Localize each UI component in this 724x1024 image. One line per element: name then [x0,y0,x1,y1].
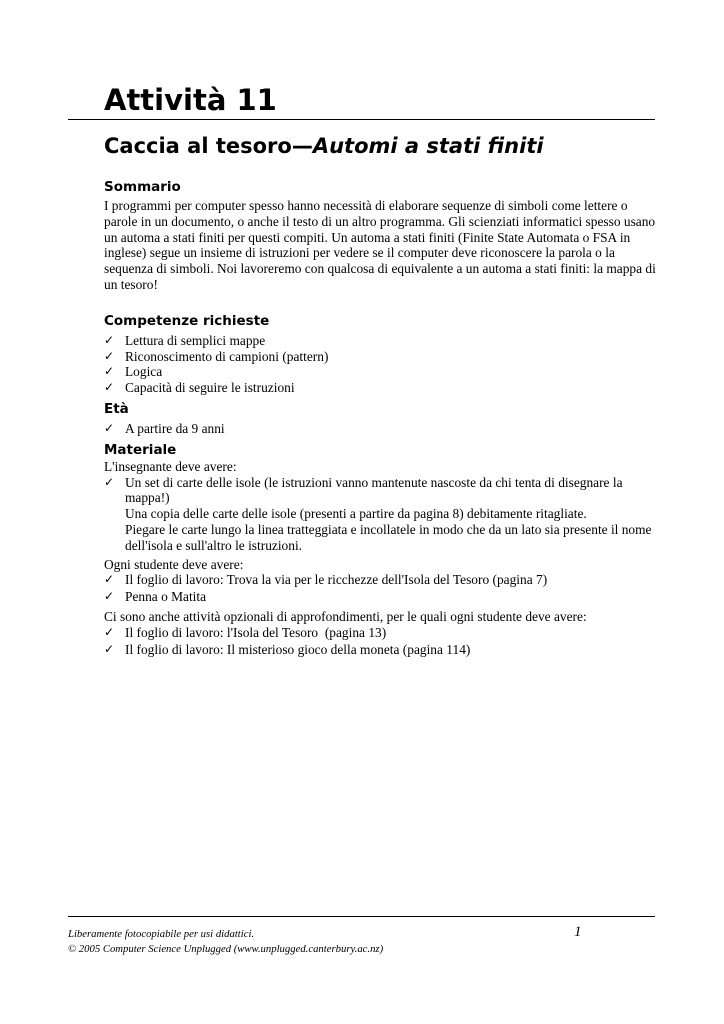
teacher-list [104,475,660,554]
teacher-item-line: dell'isola e sull'altro le istruzioni. [125,537,303,553]
skills-list [104,333,660,396]
list-item [104,475,660,554]
check-icon: ✓ [104,364,115,379]
optional-intro: Ci sono anche attività opzionali di approfondimenti, per le quali ogni studente deve avere: [104,608,587,624]
check-icon: ✓ [104,572,115,587]
list-item [104,421,660,437]
page-number: 1 [574,924,582,940]
student-item-label: Penna o Matita [125,589,207,605]
list-item [104,572,660,588]
activity-title: Attività 11 [104,83,277,117]
age-label: A partire da 9 anni [125,420,225,436]
skill-label: Lettura di semplici mappe [125,332,266,348]
teacher-item-line: Piegare le carte lungo la linea tratteggiata e incollatele in modo che da un lato sia presente il nome [125,521,652,537]
check-icon: ✓ [104,589,115,604]
teacher-item-line: mappa!) [125,490,170,506]
skills-heading: Competenze richieste [104,312,270,329]
list-item [104,333,660,349]
footer-divider [68,916,655,917]
title-divider [68,119,655,120]
list-item [104,380,660,396]
footer-license: Liberamente fotocopiabile per usi didattici. [68,928,255,940]
activity-subtitle [104,132,544,160]
check-icon: ✓ [104,624,115,639]
student-list [104,572,660,605]
optional-list [104,625,660,658]
check-icon: ✓ [104,332,115,347]
page-footer [68,927,655,957]
check-icon: ✓ [104,380,115,395]
age-heading: Età [104,400,129,417]
summary-line: I programmi per computer spesso hanno necessità di elaborare sequenze di simboli come lettere o [104,198,628,213]
teacher-intro: L'insegnante deve avere: [104,458,237,474]
list-item [104,349,660,365]
skill-label: Riconoscimento di campioni (pattern) [125,348,329,364]
check-icon: ✓ [104,641,115,656]
list-item [104,364,660,380]
footer-copyright: © 2005 Computer Science Unplugged (www.unplugged.canterbury.ac.nz) [68,943,384,955]
summary-line: un tesoro! [104,276,158,292]
student-intro: Ogni studente deve avere: [104,556,244,572]
student-item-label: Il foglio di lavoro: Trova la via per le ricchezze dell'Isola del Tesoro (pagina 7) [125,572,548,588]
teacher-item-line: Una copia delle carte delle isole (presenti a partire da pagina 8) debitamente ritagliate. [125,506,587,522]
optional-item-label: Il foglio di lavoro: l'Isola del Tesoro (pagina 13) [125,624,387,640]
skill-label: Capacità di seguire le istruzioni [125,380,295,396]
skill-label: Logica [125,364,163,380]
list-item [104,589,660,605]
summary-heading: Sommario [104,179,181,195]
summary-line: parole in un documento, o anche il testo di un altro programma. Gli scienziati informatici spesso usano [104,213,656,229]
materials-heading: Materiale [104,441,177,458]
check-icon: ✓ [104,474,115,489]
main-content [104,178,660,657]
optional-item-label: Il foglio di lavoro: Il misterioso gioco della moneta (pagina 114) [125,641,471,657]
summary-paragraph [104,198,660,293]
list-item [104,625,660,641]
age-list [104,421,660,437]
subtitle-italic: Automi a stati finiti [312,134,544,158]
subtitle-main: Caccia al tesoro— [104,134,313,158]
list-item [104,642,660,658]
check-icon: ✓ [104,420,115,435]
summary-line: sequenza di simboli. Noi lavoreremo con qualcosa di equivalente a un automa a stati finiti: la mappa di [104,261,656,277]
teacher-item-line: Un set di carte delle isole (le istruzioni vanno mantenute nascoste da chi tenta di disegnare la [125,474,623,490]
summary-line: un automa a stati finiti per questi compiti. Un automa a stati finiti (Finite State Automata o FSA in [104,229,631,245]
summary-line: inglese) segue un insieme di istruzioni per vedere se il computer deve riconoscere la parola o la [104,245,615,261]
check-icon: ✓ [104,348,115,363]
